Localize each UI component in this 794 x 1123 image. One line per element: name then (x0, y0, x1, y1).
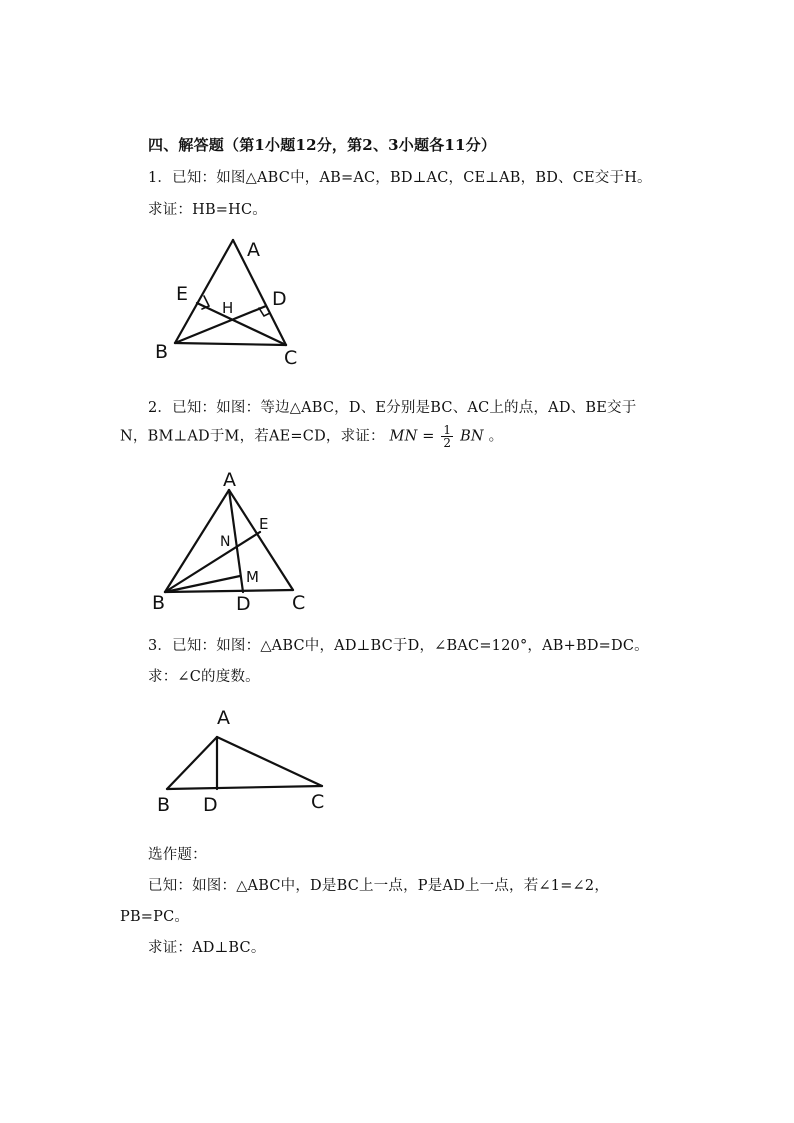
label-e: E (176, 283, 189, 305)
label-d: D (236, 593, 251, 615)
segment-ab (167, 737, 217, 789)
problem-1-goal: 求证：HB=HC。 (148, 202, 267, 218)
segment-bc (167, 786, 322, 789)
label-a: A (217, 707, 230, 729)
label-b: B (152, 592, 166, 614)
label-d: D (272, 288, 287, 310)
optional-statement-cont: PB=PC。 (120, 909, 190, 925)
label-c: C (311, 791, 325, 813)
label-a: A (223, 469, 236, 491)
label-e: E (259, 515, 269, 533)
formula-lhs: MN = (389, 428, 435, 445)
problem-2-prefix: N，BM⊥AD于M，若AE=CD，求证： (120, 428, 385, 445)
problem-2-suffix: 。 (488, 428, 504, 445)
problem-1-statement: 1．已知：如图△ABC中，AB=AC，BD⊥AC，CE⊥AB，BD、CE交于H。 (148, 170, 652, 186)
formula-rhs: BN (460, 428, 484, 445)
label-m: M (246, 568, 259, 586)
section-heading: 四、解答题（第1小题12分，第2、3小题各11分） (148, 136, 497, 154)
problem-2-statement: 2．已知：如图：等边△ABC，D、E分别是BC、AC上的点，AD、BE交于 (148, 400, 637, 416)
optional-statement: 已知：如图：△ABC中，D是BC上一点，P是AD上一点，若∠1=∠2， (148, 878, 610, 894)
problem-3-goal: 求：∠C的度数。 (148, 669, 260, 685)
optional-goal: 求证：AD⊥BC。 (148, 940, 266, 956)
segment-ac (217, 737, 322, 786)
label-b: B (155, 341, 169, 363)
optional-title: 选作题： (148, 847, 207, 863)
fraction-denominator: 2 (443, 436, 452, 450)
label-n: N (220, 534, 231, 550)
label-c: C (292, 592, 306, 614)
label-a: A (247, 239, 260, 261)
label-b: B (157, 794, 171, 816)
label-h: H (222, 299, 234, 317)
label-c: C (284, 347, 298, 369)
fraction-numerator: 1 (443, 423, 452, 437)
label-d: D (203, 794, 218, 816)
problem-3-statement: 3．已知：如图：△ABC中，AD⊥BC于D，∠BAC=120°，AB+BD=DC。 (148, 638, 649, 654)
